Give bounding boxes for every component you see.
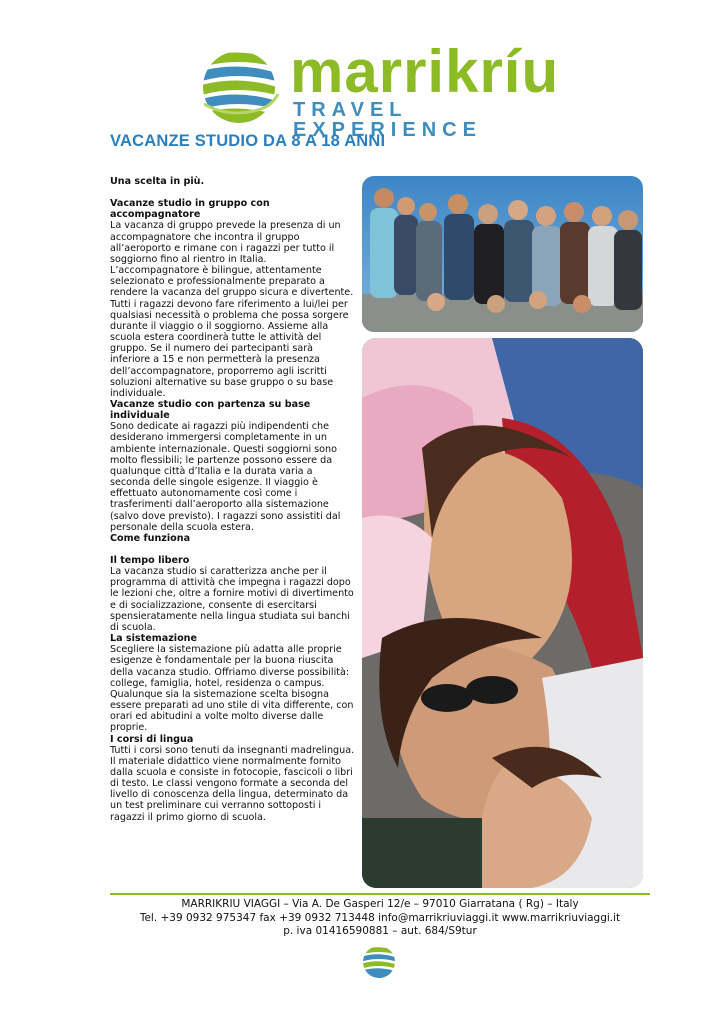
section-text-sistemazione: Scegliere la sistemazione più adatta alle proprie esigenze è fondamentale per la buona riuscita della vacanza studio. Offriamo diverse possibilità: college, famiglia, hotel, residenza o campus. Qualunque sia la sistemazione scelta bisogna essere preparati ad uno stile di vita differente, con orari ed abitudini a volte molto diverse dalle proprie. <box>110 644 354 734</box>
footer-address: MARRIKRIU VIAGGI – Via A. De Gasperi 12/e – 97010 Giarratana ( Rg) – Italy <box>181 898 579 910</box>
section-heading-come-funziona: Come funziona <box>110 532 191 544</box>
section-heading-sistemazione: La sistemazione <box>110 633 197 645</box>
globe-logo-icon <box>198 48 280 126</box>
globe-small-icon <box>360 944 398 980</box>
brand-logo <box>198 38 578 141</box>
section-text-gruppo: La vacanza di gruppo prevede la presenza di un accompagnatore che incontra il gruppo all’aeroporto e rimane con i ragazzi per tutto il soggiorno fino al rientro in Italia. L’accompagnatore è bilingue, attentamente selezionato e professionalmente preparato a rendere la vacanza del gruppo sicura e divertente. Tutti i ragazzi devono fare riferimento a lui/lei per qualsiasi necessità o problema che possa sorgere durante il viaggio o il soggiorno. Assieme alla scuola estera coordinerà tutte le attività del gruppo. Se il numero dei partecipanti sarà inferiore a 15 e non permetterà la presenza dell’accompagnatore, proporremo agli iscritti soluzioni alternative su base gruppo o su base individuale. <box>110 220 354 399</box>
footer-divider <box>110 893 650 895</box>
section-text-individuale: Sono dedicate ai ragazzi più indipendenti che desiderano immergersi completamente in un ambiente internazionale. Questi soggiorni sono molto flessibili; le partenze possono essere da qualunque città d’Italia e la durata varia a seconda delle singole esigenze. Il viaggio è effettuato autonomamente così come i trasferimenti dall’aeroporto alla sistemazione (salvo dove previsto). I ragazzi sono assistiti dal personale della scuola estera. <box>110 421 341 533</box>
section-text-corsi: Tutti i corsi sono tenuti da insegnanti madrelingua. Il materiale didattico viene normalmente fornito dalla scuola e consiste in fotocopie, fascicoli o libri di testo. Le classi vengono formate a seconda del livello di conoscenza della lingua, determinato da un test preliminare cui verranno sottoposti i ragazzi il primo giorno di scuola. <box>110 744 355 823</box>
section-heading-gruppo: Vacanze studio in gruppo con accompagnatore <box>110 198 270 221</box>
section-text-tempo-libero: La vacanza studio si caratterizza anche per il programma di attività che impegna i ragazzi dopo le lezioni che, oltre a fornire motivi di divertimento e di socializzazione, consente di esercitarsi spensieratamente nella lingua studiata sui banchi di scuola. <box>110 566 354 633</box>
main-text-column <box>110 176 355 823</box>
footer-vat: p. iva 01416590881 – aut. 684/S9tur <box>283 925 477 937</box>
section-heading-individuale: Vacanze studio con partenza su base individuale <box>110 398 311 422</box>
footer-contacts: Tel. +39 0932 975347 fax +39 0932 713448 info@marrikriuviaggi.it www.marrikriuviaggi.it <box>139 911 621 924</box>
brand-tagline: TRAVEL EXPERIENCE <box>293 99 482 141</box>
section-heading-intro: Una scelta in più. <box>110 176 205 187</box>
group-photo <box>362 176 643 332</box>
brand-name: marrikríu <box>290 38 560 105</box>
page-title: VACANZE STUDIO DA 8 A 18 ANNI <box>110 132 386 150</box>
section-heading-tempo-libero: Il tempo libero <box>110 555 190 566</box>
students-photo <box>362 338 643 888</box>
footer <box>100 898 660 939</box>
section-heading-corsi: I corsi di lingua <box>110 733 194 745</box>
